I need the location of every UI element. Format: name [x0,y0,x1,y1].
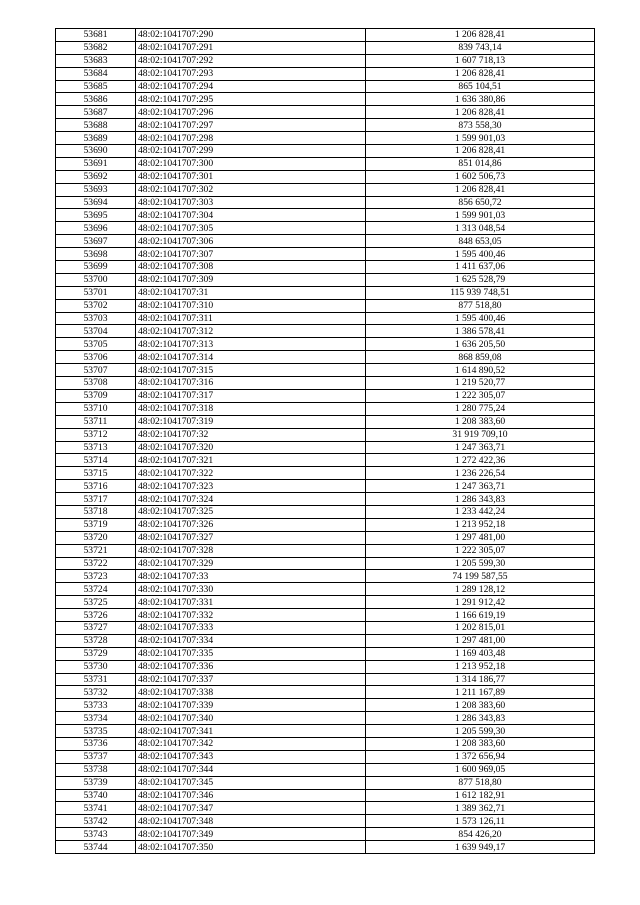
table-row [56,505,595,518]
cadastral-number-cell: 48:02:1041707:296 [136,106,366,119]
cadastral-number-cell: 48:02:1041707:294 [136,80,366,93]
table-row [56,660,595,673]
row-number-cell: 53742 [56,815,136,828]
table-row [56,312,595,325]
cadastral-number-cell: 48:02:1041707:304 [136,209,366,222]
cadastral-number-cell: 48:02:1041707:327 [136,531,366,544]
cadastral-number-cell: 48:02:1041707:343 [136,750,366,763]
cadastral-value-cell: 877 518,80 [366,299,595,312]
cadastral-number-cell: 48:02:1041707:291 [136,41,366,54]
table-row [56,402,595,415]
row-number-cell: 53729 [56,647,136,660]
cadastral-number-cell: 48:02:1041707:308 [136,261,366,274]
row-number-cell: 53725 [56,596,136,609]
row-number-cell: 53698 [56,248,136,261]
cadastral-number-cell: 48:02:1041707:326 [136,518,366,531]
table-row [56,325,595,338]
row-number-cell: 53690 [56,145,136,158]
cadastral-value-cell: 1 206 828,41 [366,29,595,42]
cadastral-value-cell: 74 199 587,55 [366,570,595,583]
row-number-cell: 53703 [56,312,136,325]
cadastral-value-cell: 1 612 182,91 [366,789,595,802]
cadastral-number-cell: 48:02:1041707:332 [136,609,366,622]
cadastral-value-cell: 1 247 363,71 [366,480,595,493]
cadastral-number-cell: 48:02:1041707:305 [136,222,366,235]
cadastral-value-cell: 1 636 380,86 [366,93,595,106]
cadastral-value-table [55,28,595,854]
cadastral-number-cell: 48:02:1041707:323 [136,480,366,493]
cadastral-number-cell: 48:02:1041707:333 [136,621,366,634]
cadastral-value-cell: 1 236 226,54 [366,467,595,480]
cadastral-number-cell: 48:02:1041707:328 [136,544,366,557]
row-number-cell: 53724 [56,583,136,596]
row-number-cell: 53708 [56,377,136,390]
row-number-cell: 53710 [56,402,136,415]
row-number-cell: 53713 [56,441,136,454]
table-row [56,248,595,261]
row-number-cell: 53741 [56,802,136,815]
row-number-cell: 53721 [56,544,136,557]
cadastral-number-cell: 48:02:1041707:335 [136,647,366,660]
row-number-cell: 53704 [56,325,136,338]
table-row [56,725,595,738]
table-row [56,686,595,699]
cadastral-value-cell: 1 211 167,89 [366,686,595,699]
table-body [56,29,595,854]
table-row [56,351,595,364]
cadastral-number-cell: 48:02:1041707:336 [136,660,366,673]
cadastral-number-cell: 48:02:1041707:307 [136,248,366,261]
table-row [56,557,595,570]
table-row [56,67,595,80]
row-number-cell: 53712 [56,428,136,441]
cadastral-value-cell: 1 289 128,12 [366,583,595,596]
cadastral-value-cell: 1 639 949,17 [366,841,595,854]
cadastral-number-cell: 48:02:1041707:300 [136,157,366,170]
table-row [56,106,595,119]
table-row [56,841,595,854]
cadastral-number-cell: 48:02:1041707:338 [136,686,366,699]
table-row [56,145,595,158]
row-number-cell: 53736 [56,737,136,750]
row-number-cell: 53705 [56,338,136,351]
table-row [56,493,595,506]
row-number-cell: 53688 [56,119,136,132]
table-row [56,596,595,609]
cadastral-value-cell: 1 314 186,77 [366,673,595,686]
cadastral-value-cell: 856 650,72 [366,196,595,209]
cadastral-number-cell: 48:02:1041707:349 [136,828,366,841]
cadastral-value-cell: 1 169 403,48 [366,647,595,660]
row-number-cell: 53732 [56,686,136,699]
row-number-cell: 53702 [56,299,136,312]
table-row [56,196,595,209]
cadastral-value-cell: 1 607 718,13 [366,54,595,67]
cadastral-number-cell: 48:02:1041707:348 [136,815,366,828]
row-number-cell: 53699 [56,261,136,274]
cadastral-value-cell: 839 743,14 [366,41,595,54]
row-number-cell: 53687 [56,106,136,119]
cadastral-value-cell: 1 272 422,36 [366,454,595,467]
table-row [56,737,595,750]
cadastral-number-cell: 48:02:1041707:341 [136,725,366,738]
cadastral-number-cell: 48:02:1041707:303 [136,196,366,209]
table-row [56,544,595,557]
row-number-cell: 53684 [56,67,136,80]
cadastral-value-cell: 1 313 048,54 [366,222,595,235]
table-row [56,789,595,802]
row-number-cell: 53683 [56,54,136,67]
cadastral-number-cell: 48:02:1041707:317 [136,389,366,402]
cadastral-number-cell: 48:02:1041707:31 [136,286,366,299]
cadastral-value-cell: 1 595 400,46 [366,312,595,325]
cadastral-number-cell: 48:02:1041707:330 [136,583,366,596]
cadastral-value-cell: 868 859,08 [366,351,595,364]
table-row [56,480,595,493]
row-number-cell: 53716 [56,480,136,493]
table-row [56,673,595,686]
cadastral-value-cell: 1 389 362,71 [366,802,595,815]
cadastral-number-cell: 48:02:1041707:339 [136,699,366,712]
cadastral-value-cell: 1 166 619,19 [366,609,595,622]
table-row [56,338,595,351]
row-number-cell: 53694 [56,196,136,209]
cadastral-number-cell: 48:02:1041707:32 [136,428,366,441]
row-number-cell: 53692 [56,170,136,183]
table-row [56,209,595,222]
row-number-cell: 53727 [56,621,136,634]
table-row [56,389,595,402]
row-number-cell: 53730 [56,660,136,673]
cadastral-value-cell: 1 205 599,30 [366,725,595,738]
row-number-cell: 53701 [56,286,136,299]
cadastral-value-cell: 115 939 748,51 [366,286,595,299]
table-row [56,428,595,441]
cadastral-value-cell: 1 213 952,18 [366,660,595,673]
cadastral-value-cell: 1 213 952,18 [366,518,595,531]
cadastral-value-cell: 1 411 637,06 [366,261,595,274]
row-number-cell: 53689 [56,132,136,145]
table-row [56,647,595,660]
row-number-cell: 53707 [56,364,136,377]
table-row [56,441,595,454]
cadastral-number-cell: 48:02:1041707:322 [136,467,366,480]
cadastral-number-cell: 48:02:1041707:324 [136,493,366,506]
cadastral-number-cell: 48:02:1041707:313 [136,338,366,351]
cadastral-value-cell: 1 208 383,60 [366,415,595,428]
table-row [56,286,595,299]
row-number-cell: 53711 [56,415,136,428]
cadastral-value-cell: 865 104,51 [366,80,595,93]
cadastral-number-cell: 48:02:1041707:320 [136,441,366,454]
row-number-cell: 53700 [56,273,136,286]
cadastral-number-cell: 48:02:1041707:297 [136,119,366,132]
cadastral-number-cell: 48:02:1041707:299 [136,145,366,158]
table-row [56,29,595,42]
row-number-cell: 53686 [56,93,136,106]
row-number-cell: 53709 [56,389,136,402]
cadastral-value-cell: 1 599 901,03 [366,132,595,145]
row-number-cell: 53714 [56,454,136,467]
table-row [56,364,595,377]
table-row [56,750,595,763]
cadastral-number-cell: 48:02:1041707:298 [136,132,366,145]
row-number-cell: 53682 [56,41,136,54]
cadastral-number-cell: 48:02:1041707:342 [136,737,366,750]
cadastral-number-cell: 48:02:1041707:345 [136,776,366,789]
cadastral-number-cell: 48:02:1041707:309 [136,273,366,286]
cadastral-value-cell: 1 206 828,41 [366,106,595,119]
table-row [56,802,595,815]
cadastral-number-cell: 48:02:1041707:310 [136,299,366,312]
row-number-cell: 53693 [56,183,136,196]
row-number-cell: 53691 [56,157,136,170]
row-number-cell: 53695 [56,209,136,222]
cadastral-number-cell: 48:02:1041707:318 [136,402,366,415]
cadastral-value-cell: 873 558,30 [366,119,595,132]
row-number-cell: 53681 [56,29,136,42]
cadastral-value-cell: 1 291 912,42 [366,596,595,609]
row-number-cell: 53685 [56,80,136,93]
cadastral-number-cell: 48:02:1041707:329 [136,557,366,570]
cadastral-number-cell: 48:02:1041707:314 [136,351,366,364]
table-row [56,570,595,583]
row-number-cell: 53720 [56,531,136,544]
cadastral-value-cell: 1 595 400,46 [366,248,595,261]
table-row [56,763,595,776]
table-row [56,170,595,183]
cadastral-number-cell: 48:02:1041707:306 [136,235,366,248]
cadastral-number-cell: 48:02:1041707:312 [136,325,366,338]
cadastral-value-cell: 1 573 126,11 [366,815,595,828]
row-number-cell: 53722 [56,557,136,570]
table-row [56,80,595,93]
cadastral-number-cell: 48:02:1041707:302 [136,183,366,196]
table-row [56,454,595,467]
cadastral-value-cell: 1 297 481,00 [366,531,595,544]
table-row [56,377,595,390]
cadastral-value-cell: 1 247 363,71 [366,441,595,454]
cadastral-number-cell: 48:02:1041707:301 [136,170,366,183]
cadastral-number-cell: 48:02:1041707:292 [136,54,366,67]
table-row [56,609,595,622]
cadastral-value-cell: 1 599 901,03 [366,209,595,222]
row-number-cell: 53719 [56,518,136,531]
cadastral-number-cell: 48:02:1041707:290 [136,29,366,42]
cadastral-value-cell: 1 636 205,50 [366,338,595,351]
cadastral-value-cell: 1 202 815,01 [366,621,595,634]
table-row [56,828,595,841]
row-number-cell: 53715 [56,467,136,480]
cadastral-number-cell: 48:02:1041707:293 [136,67,366,80]
cadastral-value-cell: 1 280 775,24 [366,402,595,415]
cadastral-value-cell: 31 919 709,10 [366,428,595,441]
cadastral-number-cell: 48:02:1041707:311 [136,312,366,325]
cadastral-value-cell: 1 386 578,41 [366,325,595,338]
cadastral-value-cell: 1 297 481,00 [366,634,595,647]
cadastral-value-cell: 1 219 520,77 [366,377,595,390]
table-row [56,183,595,196]
table-row [56,157,595,170]
cadastral-number-cell: 48:02:1041707:337 [136,673,366,686]
row-number-cell: 53733 [56,699,136,712]
cadastral-number-cell: 48:02:1041707:331 [136,596,366,609]
cadastral-number-cell: 48:02:1041707:347 [136,802,366,815]
table-row [56,222,595,235]
cadastral-number-cell: 48:02:1041707:316 [136,377,366,390]
cadastral-value-cell: 1 208 383,60 [366,737,595,750]
table-row [56,518,595,531]
cadastral-number-cell: 48:02:1041707:33 [136,570,366,583]
row-number-cell: 53739 [56,776,136,789]
table-row [56,54,595,67]
row-number-cell: 53717 [56,493,136,506]
table-row [56,261,595,274]
cadastral-number-cell: 48:02:1041707:334 [136,634,366,647]
row-number-cell: 53706 [56,351,136,364]
table-row [56,299,595,312]
row-number-cell: 53728 [56,634,136,647]
cadastral-number-cell: 48:02:1041707:321 [136,454,366,467]
table-row [56,415,595,428]
cadastral-number-cell: 48:02:1041707:346 [136,789,366,802]
row-number-cell: 53738 [56,763,136,776]
table-row [56,634,595,647]
cadastral-value-cell: 1 205 599,30 [366,557,595,570]
table-row [56,583,595,596]
row-number-cell: 53735 [56,725,136,738]
cadastral-value-cell: 1 286 343,83 [366,712,595,725]
cadastral-number-cell: 48:02:1041707:340 [136,712,366,725]
cadastral-value-cell: 1 222 305,07 [366,544,595,557]
cadastral-value-cell: 1 625 528,79 [366,273,595,286]
cadastral-value-cell: 1 372 656,94 [366,750,595,763]
table-row [56,712,595,725]
cadastral-value-cell: 1 614 890,52 [366,364,595,377]
cadastral-value-cell: 1 222 305,07 [366,389,595,402]
cadastral-value-cell: 848 653,05 [366,235,595,248]
cadastral-value-cell: 1 233 442,24 [366,505,595,518]
table-row [56,815,595,828]
table-row [56,776,595,789]
cadastral-value-cell: 877 518,80 [366,776,595,789]
table-row [56,93,595,106]
row-number-cell: 53740 [56,789,136,802]
cadastral-value-cell: 1 206 828,41 [366,183,595,196]
cadastral-number-cell: 48:02:1041707:295 [136,93,366,106]
table-row [56,699,595,712]
row-number-cell: 53737 [56,750,136,763]
table-row [56,621,595,634]
table-row [56,41,595,54]
row-number-cell: 53731 [56,673,136,686]
cadastral-number-cell: 48:02:1041707:350 [136,841,366,854]
table-row [56,119,595,132]
table-row [56,531,595,544]
cadastral-number-cell: 48:02:1041707:315 [136,364,366,377]
cadastral-value-cell: 1 208 383,60 [366,699,595,712]
row-number-cell: 53697 [56,235,136,248]
row-number-cell: 53743 [56,828,136,841]
table-row [56,132,595,145]
row-number-cell: 53734 [56,712,136,725]
row-number-cell: 53718 [56,505,136,518]
cadastral-value-cell: 1 286 343,83 [366,493,595,506]
row-number-cell: 53744 [56,841,136,854]
cadastral-value-cell: 1 206 828,41 [366,67,595,80]
table-row [56,273,595,286]
cadastral-value-cell: 1 602 506,73 [366,170,595,183]
cadastral-value-cell: 1 600 969,05 [366,763,595,776]
cadastral-value-cell: 1 206 828,41 [366,145,595,158]
row-number-cell: 53726 [56,609,136,622]
row-number-cell: 53696 [56,222,136,235]
cadastral-number-cell: 48:02:1041707:319 [136,415,366,428]
cadastral-number-cell: 48:02:1041707:344 [136,763,366,776]
row-number-cell: 53723 [56,570,136,583]
cadastral-value-cell: 854 426,20 [366,828,595,841]
cadastral-value-cell: 851 014,86 [366,157,595,170]
cadastral-number-cell: 48:02:1041707:325 [136,505,366,518]
table-row [56,235,595,248]
table-row [56,467,595,480]
